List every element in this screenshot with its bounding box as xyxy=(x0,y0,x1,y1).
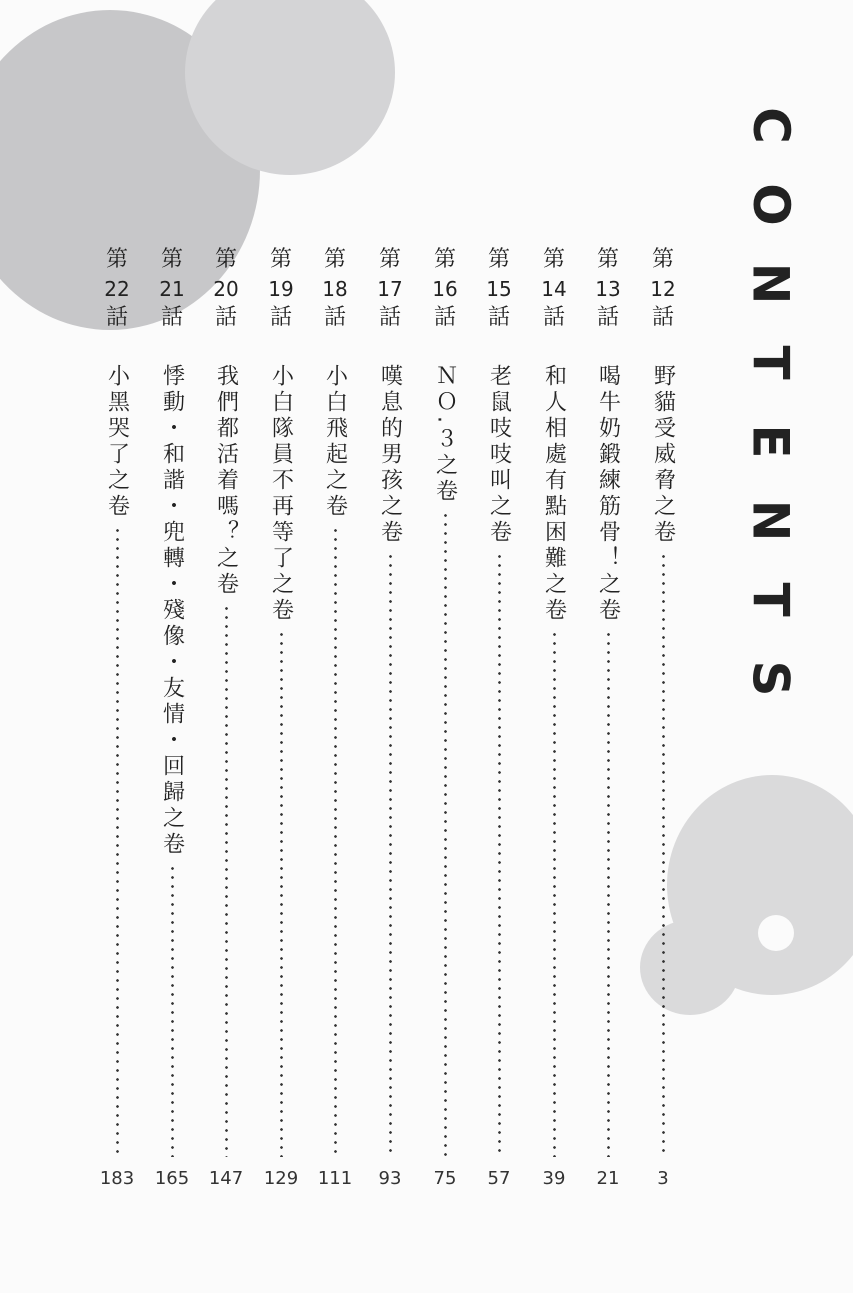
leader-dots xyxy=(553,630,556,1157)
chapter-number: 22 xyxy=(104,277,130,301)
chapter-title: 喝牛奶鍛練筋骨！之卷 xyxy=(595,364,621,624)
chapter-number: 21 xyxy=(159,277,185,301)
chapter-suffix: 話 xyxy=(596,305,619,330)
chapter-number: 19 xyxy=(268,277,294,301)
chapter-suffix: 話 xyxy=(323,305,346,330)
page-number: 183 xyxy=(99,1168,135,1189)
page-number: 93 xyxy=(378,1168,402,1189)
contents-heading xyxy=(741,86,800,718)
chapter-suffix: 話 xyxy=(160,305,183,330)
toc-entry[interactable] xyxy=(425,246,465,1191)
chapter-suffix: 話 xyxy=(214,305,237,330)
chapter-label xyxy=(159,246,184,332)
chapter-title: 小白隊員不再等了之卷 xyxy=(268,364,294,624)
chapter-prefix: 第 xyxy=(487,247,510,272)
chapter-label xyxy=(104,246,129,332)
toc-entry[interactable] xyxy=(479,246,519,1191)
chapter-title: ＮＯ.３之卷 xyxy=(432,364,458,505)
chapter-title: 悸動・和諧・兜轉・殘像・友情・回歸之卷 xyxy=(159,364,185,858)
chapter-title: 和人相處有點困難之卷 xyxy=(541,364,567,624)
heading-letter: S xyxy=(741,660,800,697)
chapter-prefix: 第 xyxy=(269,247,292,272)
chapter-suffix: 話 xyxy=(542,305,565,330)
page-number: 147 xyxy=(208,1168,244,1189)
chapter-prefix: 第 xyxy=(378,247,401,272)
chapter-label xyxy=(541,246,566,332)
leader-dots xyxy=(280,630,283,1157)
toc-entry[interactable] xyxy=(370,246,410,1191)
chapter-suffix: 話 xyxy=(487,305,510,330)
chapter-label xyxy=(268,246,293,332)
page-number: 21 xyxy=(596,1168,620,1189)
chapter-title: 我們都活着嗎？之卷 xyxy=(213,364,239,598)
page-number: 57 xyxy=(487,1168,511,1189)
chapter-title: 小白飛起之卷 xyxy=(322,364,348,520)
chapter-label xyxy=(595,246,620,332)
chapter-prefix: 第 xyxy=(105,247,128,272)
chapter-label xyxy=(486,246,511,332)
chapter-label xyxy=(213,246,238,332)
heading-letter: N xyxy=(741,499,800,542)
chapter-label xyxy=(377,246,402,332)
heading-letter: T xyxy=(741,345,800,380)
chapter-title: 老鼠吱吱叫之卷 xyxy=(486,364,512,546)
toc-entry[interactable] xyxy=(97,246,137,1191)
chapter-number: 13 xyxy=(595,277,621,301)
chapter-number: 12 xyxy=(650,277,676,301)
heading-letter: O xyxy=(741,183,800,226)
chapter-number: 14 xyxy=(541,277,567,301)
leader-dots xyxy=(444,511,447,1157)
chapter-label xyxy=(322,246,347,332)
toc-entry[interactable] xyxy=(206,246,246,1191)
toc-entry[interactable] xyxy=(643,246,683,1191)
chapter-suffix: 話 xyxy=(433,305,456,330)
chapter-suffix: 話 xyxy=(105,305,128,330)
page-number: 129 xyxy=(263,1168,299,1189)
chapter-number: 17 xyxy=(377,277,403,301)
toc-entry[interactable] xyxy=(315,246,355,1191)
leader-dots xyxy=(389,552,392,1157)
toc-entry[interactable] xyxy=(588,246,628,1191)
chapter-title: 野貓受威脅之卷 xyxy=(650,364,676,546)
leader-dots xyxy=(225,604,228,1157)
chapter-prefix: 第 xyxy=(651,247,674,272)
chapter-prefix: 第 xyxy=(433,247,456,272)
page-number: 3 xyxy=(657,1168,669,1189)
toc-entry[interactable] xyxy=(261,246,301,1191)
page-number: 39 xyxy=(542,1168,566,1189)
chapter-number: 16 xyxy=(432,277,458,301)
heading-letter: C xyxy=(741,107,800,144)
chapter-title: 小黑哭了之卷 xyxy=(104,364,130,520)
chapter-title: 嘆息的男孩之卷 xyxy=(377,364,403,546)
leader-dots xyxy=(171,864,174,1157)
heading-letter: T xyxy=(741,582,800,617)
leader-dots xyxy=(334,526,337,1157)
chapter-prefix: 第 xyxy=(542,247,565,272)
chapter-prefix: 第 xyxy=(214,247,237,272)
leader-dots xyxy=(116,526,119,1157)
page-number: 165 xyxy=(154,1168,190,1189)
toc-entry[interactable] xyxy=(534,246,574,1191)
chapter-suffix: 話 xyxy=(378,305,401,330)
chapter-suffix: 話 xyxy=(269,305,292,330)
leader-dots xyxy=(607,630,610,1157)
chapter-number: 18 xyxy=(322,277,348,301)
chapter-number: 15 xyxy=(486,277,512,301)
heading-letter: N xyxy=(741,262,800,305)
background-hole xyxy=(758,915,794,951)
chapter-label xyxy=(650,246,675,332)
leader-dots xyxy=(498,552,501,1157)
page-number: 75 xyxy=(433,1168,457,1189)
chapter-prefix: 第 xyxy=(323,247,346,272)
chapter-prefix: 第 xyxy=(160,247,183,272)
chapter-label xyxy=(432,246,457,332)
heading-letter: E xyxy=(741,424,800,459)
page-number: 111 xyxy=(317,1168,353,1189)
leader-dots xyxy=(662,552,665,1157)
chapter-prefix: 第 xyxy=(596,247,619,272)
chapter-suffix: 話 xyxy=(651,305,674,330)
chapter-number: 20 xyxy=(213,277,239,301)
toc-entry[interactable] xyxy=(152,246,192,1191)
